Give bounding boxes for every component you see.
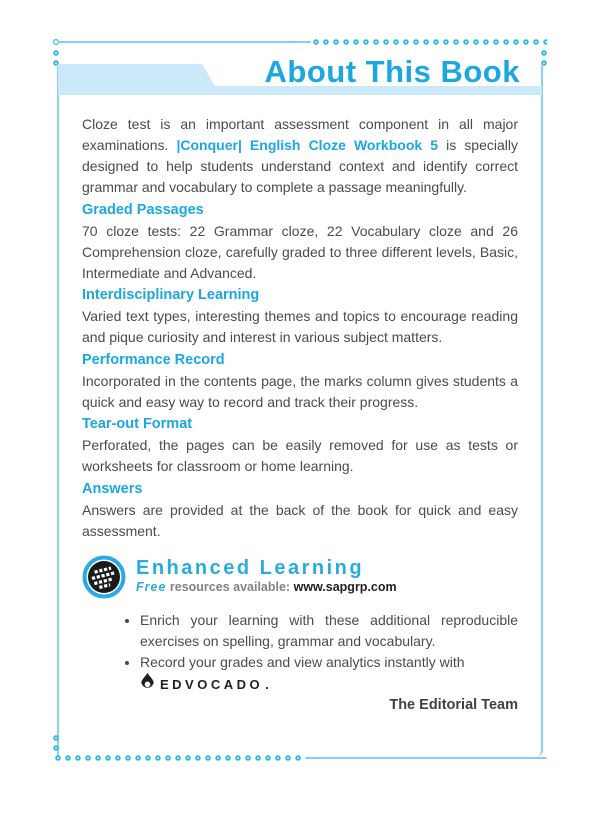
section-body: 70 cloze tests: 22 Grammar cloze, 22 Vocabulary cloze and 26 Comprehension cloze, carefully graded to three different levels, Basic, Intermediate and Advanced. (82, 222, 518, 281)
sapgrp-url: www.sapgrp.com (293, 579, 397, 594)
section-heading: Performance Record (82, 351, 225, 368)
edvocado-wordmark: EDVOCADO (160, 677, 264, 692)
resources-label: resources available: (169, 579, 291, 594)
free-resources-line (136, 580, 397, 595)
section-body: Answers are provided at the back of the book for quick and easy assessment. (82, 501, 518, 539)
page-content (82, 114, 518, 695)
avocado-icon (140, 672, 155, 697)
page-title: About This Book (264, 54, 520, 89)
section-tear-out-format (82, 414, 518, 477)
bottom-border-dots (53, 755, 305, 761)
enhanced-learning-text (136, 555, 397, 595)
bullet-text: Record your grades and view analytics instantly with (140, 653, 465, 670)
free-label: Free (136, 579, 167, 594)
book-brand-name: |Conquer| English Cloze Workbook 5 (176, 137, 439, 153)
bullet-text: Enrich your learning with these additional reproducible exercises on spelling, grammar and vocabulary. (140, 611, 518, 649)
section-heading: Tear-out Format (82, 416, 193, 432)
enhanced-learning-heading: Enhanced Learning (136, 556, 365, 579)
section-body: Incorporated in the contents page, the marks column gives students a quick and easy way to record and track their progress. (82, 372, 518, 410)
section-interdisciplinary-learning (82, 285, 518, 348)
intro-section (82, 114, 518, 198)
intro-lead: Cloze test is an important assessment component in all major examinations. (82, 116, 518, 153)
top-border-line (59, 41, 311, 44)
edvocado-suffix: . (265, 677, 269, 692)
section-heading: Graded Passages (82, 201, 204, 218)
intro-paragraph (82, 114, 518, 198)
section-body: Perforated, the pages can be easily removed for use as tests or worksheets for classroom or home learning. (82, 437, 518, 474)
bottom-border-decoration (53, 754, 547, 762)
section-answers (82, 479, 518, 542)
section-heading: Answers (82, 480, 143, 497)
edvocado-logo (140, 675, 518, 695)
editorial-team-credit: The Editorial Team (389, 697, 518, 713)
bottom-border-line (305, 757, 547, 760)
section-heading: Interdisciplinary Learning (82, 287, 260, 303)
top-border-decoration (53, 38, 547, 46)
section-graded-passages (82, 200, 518, 284)
bullet-item (140, 652, 518, 695)
top-border-dots (311, 39, 547, 45)
section-body: Varied text types, interesting themes and topics to encourage reading and pique curiosity and interest in various subject matters. (82, 308, 518, 345)
enhanced-learning-block (82, 555, 518, 605)
bullet-item (140, 610, 518, 652)
intro-rest: is specially designed to help students understand context and identify correct grammar and vocabulary to complete a passage meaningfully. (82, 137, 518, 195)
section-performance-record (82, 350, 518, 413)
stamp-logo-icon (82, 555, 126, 605)
enhanced-learning-bullets (82, 610, 518, 695)
bottom-left-corner-dots (53, 733, 59, 754)
